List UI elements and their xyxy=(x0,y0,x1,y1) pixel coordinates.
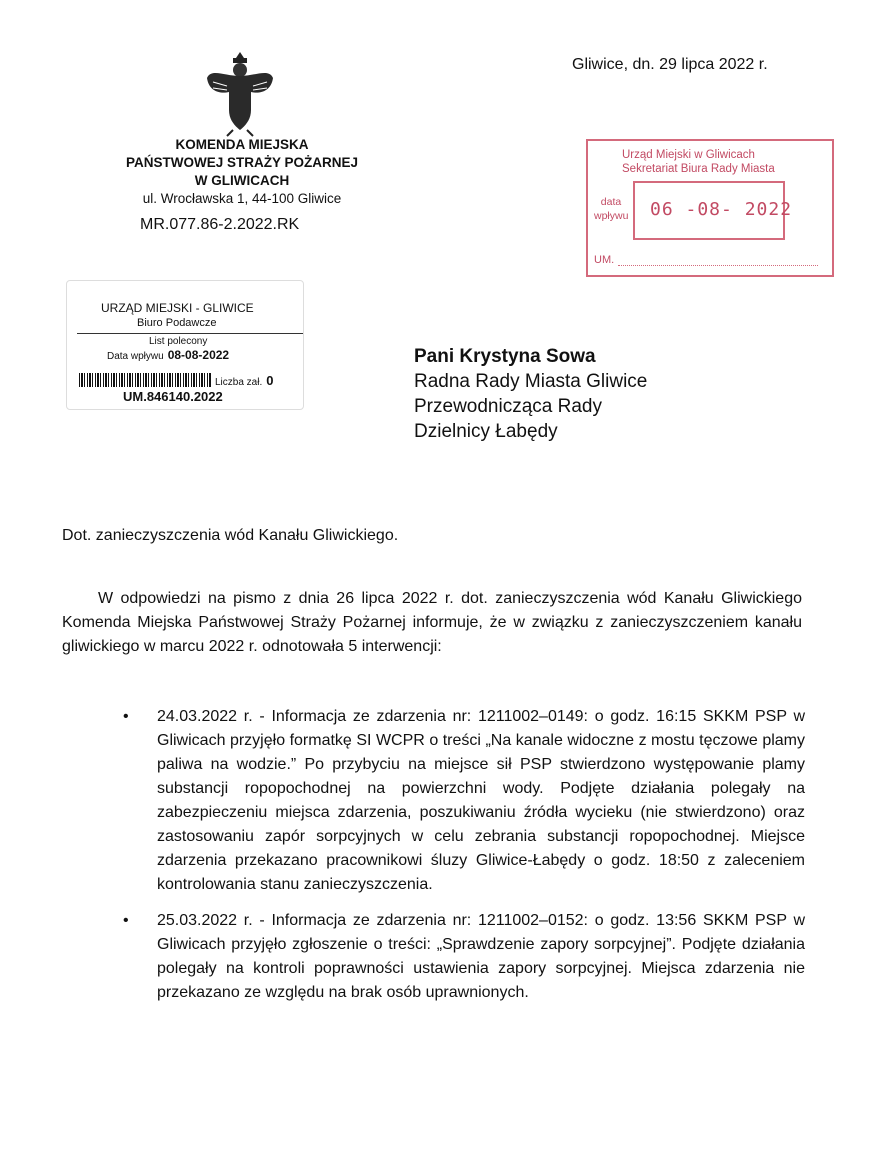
attachments-value: 0 xyxy=(266,373,274,388)
office-receipt-stamp xyxy=(66,280,304,410)
attachments-label: Liczba zał. xyxy=(215,377,263,388)
council-stamp-line-1: Urząd Miejski w Gliwicach xyxy=(622,149,755,161)
recipient-line-4: Dzielnicy Łabędy xyxy=(414,421,558,442)
council-receipt-stamp xyxy=(586,139,834,277)
recipient-block xyxy=(414,344,647,444)
sender-line-3: W GLIWICACH xyxy=(194,173,290,188)
office-stamp-line-1: URZĄD MIEJSKI - GLIWICE xyxy=(101,301,254,315)
council-stamp-line-2: Sekretariat Biura Rady Miasta xyxy=(622,163,775,175)
recipient-line-2: Radna Rady Miasta Gliwice xyxy=(414,371,648,392)
office-stamp-attachments xyxy=(215,373,273,388)
letter-subject: Dot. zanieczyszczenia wód Kanału Gliwickiego. xyxy=(62,527,399,544)
sender-block xyxy=(62,136,422,208)
office-stamp-line-3: List polecony xyxy=(149,336,208,347)
letter-date: Gliwice, dn. 29 lipca 2022 r. xyxy=(572,56,768,73)
reference-number: MR.077.86-2.2022.RK xyxy=(140,216,300,233)
office-stamp-divider xyxy=(77,333,303,334)
barcode-icon xyxy=(79,373,211,387)
sender-line-1: KOMENDA MIEJSKA xyxy=(175,137,309,152)
office-stamp-date-row xyxy=(107,348,229,362)
council-stamp-date-label: data wpływu xyxy=(594,196,629,222)
case-number: UM.846140.2022 xyxy=(123,389,223,404)
office-stamp-date: 08-08-2022 xyxy=(167,348,230,362)
polish-eagle-icon xyxy=(205,48,275,138)
list-item-text: 24.03.2022 r. - Informacja ze zdarzenia nr: 1211002–0149: o godz. 16:15 SKKM PSP w Gliwicach przyjęło formatkę SI WCPR o treści „Na kanale widoczne z mostu tęczowe plamy paliwa na wodzie.” Po przybyciu na miejsce sił PSP stwierdzono występowanie plamy substancji ropopochodnej na powierzchni wody. Podjęte działania polegały na zabezpieczeniu miejsca zdarzenia, poszukiwaniu źródła wycieku (nie stwierdzono) oraz zastosowaniu zapór sorpcyjnych w celu zebrania substancji ropopochodnej. Miejsce zdarzenia przekazano pracownikowi śluzy Gliwice-Łabędy o godz. 18:50 z zaleceniem kontrolowania stanu zanieczyszczenia. xyxy=(157,708,805,893)
recipient-line-3: Przewodnicząca Rady xyxy=(414,396,602,417)
sender-address: ul. Wrocławska 1, 44-100 Gliwice xyxy=(142,191,342,206)
bullet-icon: • xyxy=(123,912,129,929)
sender-line-2: PAŃSTWOWEJ STRAŻY POŻARNEJ xyxy=(125,155,359,170)
recipient-name: Pani Krystyna Sowa xyxy=(414,346,596,367)
list-item-text: 25.03.2022 r. - Informacja ze zdarzenia nr: 1211002–0152: o godz. 13:56 SKKM PSP w Gliwicach przyjęło zgłoszenie o treści: „Sprawdzenie zapory sorpcyjnej”. Podjęte działania polegały na kontroli poprawności ustawienia zapory sorpcyjnej. Miejsca zdarzenia nie przekazano ze względu na brak osób uprawnionych. xyxy=(157,912,805,1001)
list-item xyxy=(105,705,805,897)
council-stamp-date: 06 -08- 2022 xyxy=(650,199,793,220)
bullet-icon: • xyxy=(123,708,129,725)
office-stamp-date-label: Data wpływu xyxy=(107,351,164,362)
council-stamp-dotted-line xyxy=(618,265,818,266)
list-item xyxy=(105,909,805,1005)
interventions-list xyxy=(105,705,805,1017)
council-stamp-um-label: UM. xyxy=(594,254,615,266)
office-stamp-line-2: Biuro Podawcze xyxy=(137,317,217,329)
intro-paragraph: W odpowiedzi na pismo z dnia 26 lipca 2022 r. dot. zanieczyszczenia wód Kanału Gliwickiego Komenda Miejska Państwowej Straży Pożarnej informuje, że w związku z zanieczyszczeniem kanału gliwickiego w marcu 2022 r. odnotowała 5 interwencji: xyxy=(62,590,802,655)
